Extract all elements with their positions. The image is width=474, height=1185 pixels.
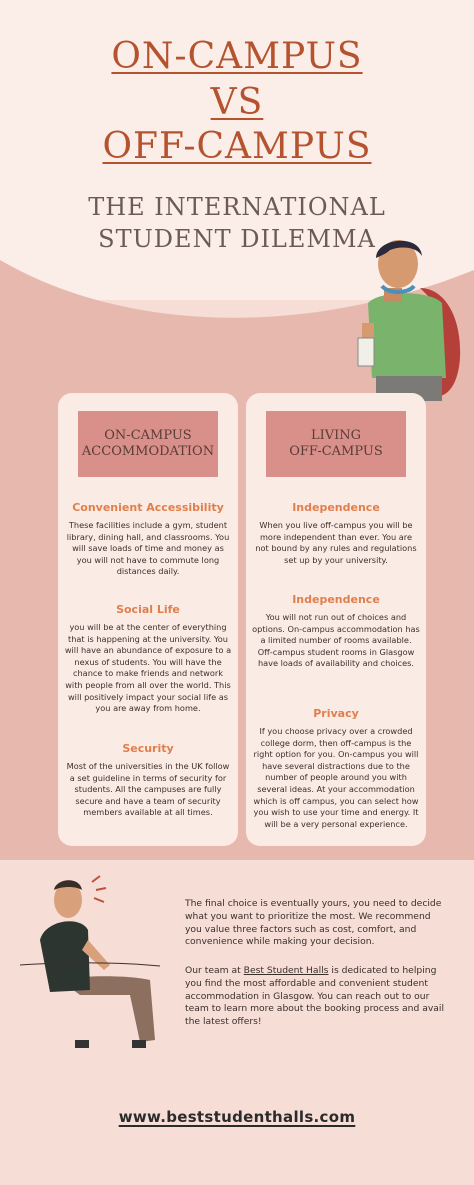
- thinking-man-illustration: [20, 870, 160, 1060]
- on-campus-heading: [78, 411, 218, 477]
- best-student-halls-link[interactable]: Best Student Halls: [243, 965, 329, 976]
- section-body: When you live off-campus you will be more independent than ever. You are not bound by any rules and regulations set up by your university.: [255, 520, 417, 565]
- team-paragraph: [185, 965, 447, 1029]
- section-body: You will not run out of choices and options. On-campus accommodation has a limited number of rooms available. Off-campus student rooms in Glasgow have loads of availability and choices.: [252, 612, 420, 669]
- off-campus-heading-line-1: LIVING: [310, 428, 362, 443]
- website-footer: [0, 1108, 474, 1126]
- section-body: If you choose privacy over a crowded college dorm, then off-campus is the right option for you. On-campus you will have several distractions due to the number of people around you with several ideas. At your accommodation which is off campus, you can select how you wish to use your time and energy. It will be a very personal experience.: [253, 726, 419, 829]
- website-link[interactable]: www.beststudenthalls.com: [118, 1108, 356, 1126]
- off-campus-heading: [266, 411, 406, 477]
- conclusion-paragraph: The final choice is eventually yours, you need to decide what you want to prioritize the most. We recommend you value three factors such as cost, comfort, and convenience while making your decision.: [185, 898, 442, 948]
- title-line-1: ON-CAMPUS: [111, 36, 363, 77]
- section-title: Convenient Accessibility: [72, 501, 224, 514]
- student-with-backpack-illustration: [350, 228, 470, 403]
- section-title: Independence: [292, 593, 380, 606]
- section-title: Security: [122, 742, 174, 755]
- section-title: Social Life: [116, 603, 180, 616]
- section-title: Independence: [292, 501, 380, 514]
- section-body: These facilities include a gym, student library, dining hall, and classrooms. You will save loads of time and money as you will not have to commute long distances daily.: [66, 520, 230, 577]
- title-line-2: VS: [210, 82, 264, 123]
- team-paragraph-text-before: Our team at: [185, 965, 244, 976]
- section-title: Privacy: [313, 707, 359, 720]
- title-line-3: OFF-CAMPUS: [102, 126, 372, 167]
- off-campus-heading-line-2: OFF-CAMPUS: [289, 444, 383, 459]
- on-campus-heading-line-2: ACCOMMODATION: [81, 444, 215, 459]
- subtitle-line-1: THE INTERNATIONAL: [88, 193, 386, 221]
- off-campus-card: [246, 393, 426, 846]
- section-body: Most of the universities in the UK follow a set guideline in terms of security for students. All the campuses are fully secure and have a team of security members available at all times.: [66, 761, 230, 818]
- on-campus-heading-line-1: ON-CAMPUS: [104, 428, 192, 443]
- team-paragraph-text-after: is dedicated to helping you find the most affordable and convenient student accommodation in Glasgow. You can reach out to our team to learn more about the booking process and avail the latest offers!: [185, 965, 444, 1028]
- subtitle-line-2: STUDENT DILEMMA: [98, 225, 376, 253]
- on-campus-card: [58, 393, 238, 846]
- section-body: you will be at the center of everything that is happening at the university. You will have an abundance of exposure to a nexus of students. You will have the chance to make friends and network with people from all over the world. This will positively impact your social life as you are away from home.: [64, 622, 232, 714]
